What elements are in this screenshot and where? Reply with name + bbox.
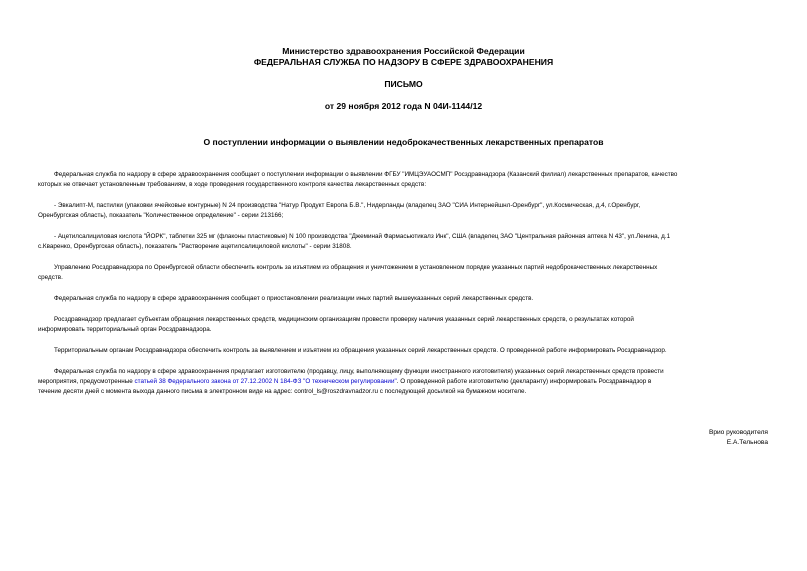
paragraph-line: - Ацетилсалициловая кислота "ЙОРК", таблетки 325 мг (флаконы пластиковые) N 100 производства "Джеминай Фармасьютикалз Инк", США (владелец ЗАО "Центральная районная аптека N 43", ул.Ленина, д.1 — [54, 233, 671, 240]
signatory-name: Е.А.Тельнова — [726, 439, 768, 446]
paragraph-line: информировать территориальный орган Росздравнадзора. — [38, 326, 212, 333]
paragraph-7 — [38, 346, 768, 356]
paragraph-3 — [38, 232, 768, 252]
signatory-position: Врио руководителя — [708, 429, 768, 436]
paragraph-line: Федеральная служба по надзору в сфере здравоохранения предлагает изготовителю (продавцу, лицу, выполняющему функции иностранного изготовителя) указанных серий лекарственных средств провести — [54, 368, 664, 375]
paragraph-text: . О проведенной работе изготовителю (декларанту) информировать Росздравнадзор в — [396, 378, 652, 385]
paragraph-line: Оренбургская область), показатель "Количественное определение" - серии 213166; — [38, 212, 284, 219]
paragraph-line — [38, 377, 768, 387]
paragraph-2 — [38, 201, 768, 221]
paragraph-5 — [38, 294, 768, 304]
paragraph-line: Федеральная служба по надзору в сфере здравоохранения сообщает о поступлении информации о выявлении ФГБУ "ИМЦЭУАОСМП" Росздравнадзора (Казанский филиал) лекарственных препаратов, качество — [54, 171, 678, 178]
law-article-link[interactable]: статьей 38 Федерального закона от 27.12.2002 N 184-ФЗ "О техническом регулировании" — [134, 378, 397, 385]
paragraph-8 — [38, 367, 768, 397]
paragraph-line: Территориальным органам Росздравнадзора обеспечить контроль за выявлением и изъятием из обращения указанных серий лекарственных средств. О проведенной работе информировать Росздравнадзор. — [54, 347, 667, 354]
paragraph-line: - Эвкалипт-М, пастилки (упаковки ячейковые контурные) N 24 производства "Натур Продукт Европа Б.В.", Нидерланды (владелец ЗАО "СИА Интернейшнл-Оренбург", ул.Космическая, д.4, г.Оренбург, — [54, 202, 641, 209]
paragraph-line: которых не отвечает установленным требованиям, в ходе проведения государственного контроля качества лекарственных средств: — [38, 181, 427, 188]
paragraph-line: Росздравнадзор предлагает субъектам обращения лекарственных средств, медицинским организациям провести проверку наличия указанных серий лекарственных средств, о результатах которой — [54, 316, 634, 323]
ministry-name: Министерство здравоохранения Российской Федерации — [282, 46, 525, 56]
paragraph-1 — [38, 170, 768, 190]
document-date-number: от 29 ноября 2012 года N 04И-1144/12 — [324, 101, 483, 111]
signature-block — [709, 428, 768, 448]
paragraph-line: Федеральная служба по надзору в сфере здравоохранения сообщает о приостановлении реализации иных партий вышеуказанных серий лекарственных средств. — [54, 295, 534, 302]
paragraph-line: Управлению Росздравнадзора по Оренбургской области обеспечить контроль за изъятием из обращения и уничтожением в установленном порядке указанных партий недоброкачественных лекарственных — [54, 264, 658, 271]
document-subject: О поступлении информации о выявлении недоброкачественных лекарственных препаратов — [203, 137, 604, 147]
paragraph-text: мероприятия, предусмотренные — [38, 378, 135, 385]
paragraph-line: средств. — [38, 274, 63, 281]
paragraph-line: с.Кваренко, Оренбургская область), показатель "Растворение ацетилсалициловой кислоты" - серии 31808. — [38, 243, 352, 250]
service-name: ФЕДЕРАЛЬНАЯ СЛУЖБА ПО НАДЗОРУ В СФЕРЕ ЗДРАВООХРАНЕНИЯ — [253, 57, 554, 67]
paragraph-line: течение десяти дней с момента выхода данного письма в электронном виде на адрес: control_ls@roszdravnadzor.ru с последующей досылкой на бумажном носителе. — [38, 388, 527, 395]
paragraph-6 — [38, 315, 768, 335]
paragraph-4 — [38, 263, 768, 283]
document-type: ПИСЬМО — [384, 79, 423, 89]
